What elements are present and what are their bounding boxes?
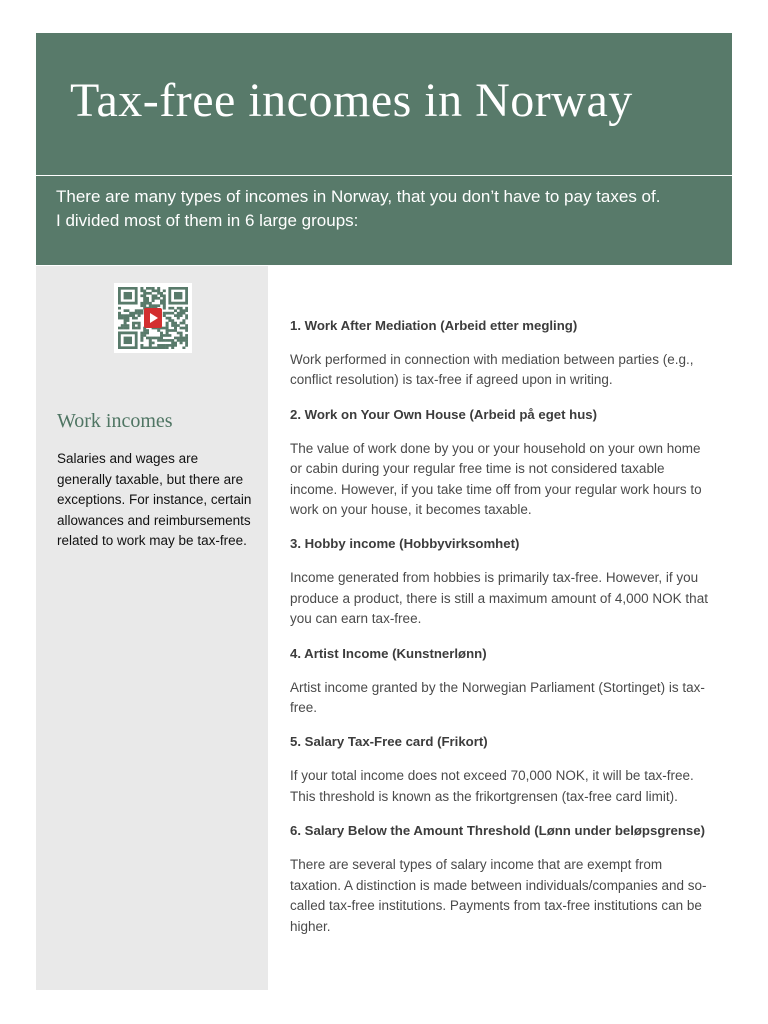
- list-item: [290, 534, 710, 629]
- sidebar-text: Salaries and wages are generally taxable, but there are exceptions. For instance, certain allowances and reimbursements related to work may be tax-free.: [57, 451, 252, 548]
- intro-line-2: I divided most of them in 6 large groups:: [56, 211, 359, 230]
- item-title: 1. Work After Mediation (Arbeid etter megling): [290, 318, 578, 333]
- income-list: [290, 316, 710, 951]
- sidebar-heading: Work incomes: [57, 410, 173, 432]
- item-title: 3. Hobby income (Hobbyvirksomhet): [290, 536, 520, 552]
- intro-text: [56, 185, 716, 233]
- item-title: 6. Salary Below the Amount Threshold (Lønn under beløpsgrense): [290, 823, 705, 839]
- qr-code[interactable]: [114, 283, 192, 353]
- page-title: Tax-free incomes in Norway: [70, 74, 633, 127]
- list-item: [290, 732, 710, 807]
- header-banner: [36, 33, 732, 265]
- item-body: The value of work done by you or your household on your own home or cabin during your regular free time is not considered taxable income. However, if you take time off from your regular work hours to work on your house, it becomes taxable.: [290, 440, 702, 518]
- item-body: Income generated from hobbies is primarily tax-free. However, if you produce a product, there is still a maximum amount of 4,000 NOK that you can earn tax-free.: [290, 570, 708, 627]
- qr-code-icon: [118, 287, 188, 349]
- item-body: Work performed in connection with mediation between parties (e.g., conflict resolution) is tax-free if agreed upon in writing.: [290, 352, 694, 388]
- intro-line-1: There are many types of incomes in Norway, that you don’t have to pay taxes of.: [56, 187, 661, 206]
- header-divider: [36, 175, 732, 176]
- list-item: [290, 316, 710, 391]
- item-body: There are several types of salary income that are exempt from taxation. A distinction is made between individuals/companies and so-called tax-free institutions. Payments from tax-free institutions can be higher.: [290, 857, 707, 934]
- list-item: [290, 644, 710, 719]
- item-title: 2. Work on Your Own House (Arbeid på eget hus): [290, 406, 598, 422]
- list-item: [290, 405, 710, 521]
- list-item: [290, 821, 710, 937]
- item-title: 5. Salary Tax-Free card (Frikort): [290, 734, 488, 750]
- sidebar: [36, 266, 268, 990]
- item-title: 4. Artist Income (Kunstnerlønn): [290, 645, 487, 661]
- item-body: If your total income does not exceed 70,000 NOK, it will be tax-free. This threshold is known as the frikortgrensen (tax-free card limit).: [290, 768, 694, 804]
- item-body: Artist income granted by the Norwegian Parliament (Stortinget) is tax-free.: [290, 679, 705, 716]
